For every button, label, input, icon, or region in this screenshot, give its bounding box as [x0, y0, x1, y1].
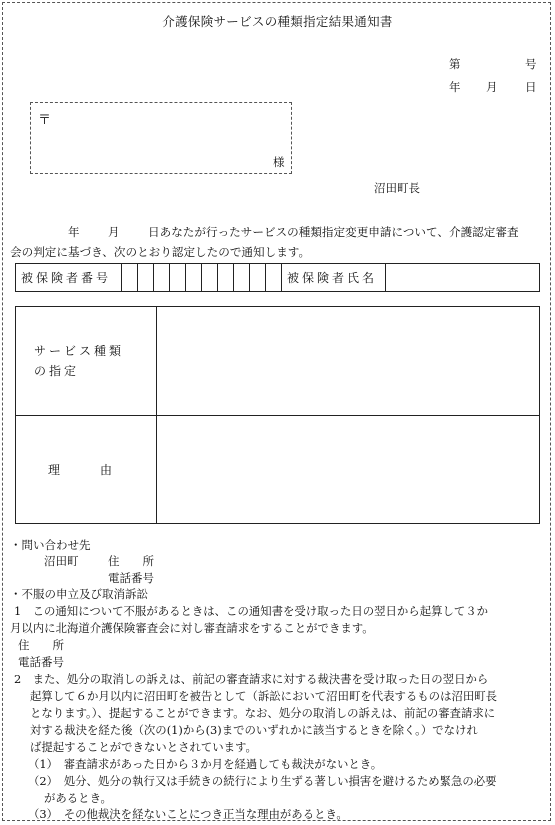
appeal-item2-line4: 対する裁決を経た後（次の(1)から(3)までのいずれかに該当するときを除く。）でなけれ [30, 723, 478, 737]
reason-label [16, 416, 157, 524]
intro-year: 年 [68, 225, 80, 239]
doc-number-dai: 第 [449, 57, 461, 71]
appeal-item2-line2: 起算して６か月以内に沼田町を被告として（訴訟において沼田町を代表するものは沼田町長 [30, 689, 498, 703]
appeal-item2-line1: 2 また、処分の取消しの訴えは、前記の審査請求に対する裁決書を受け取った日の翌日から [14, 672, 489, 686]
service-type-label [16, 307, 157, 416]
appeal-item2-line5: ば提起することができないとされています。 [30, 740, 257, 754]
digit-cell[interactable] [186, 264, 202, 292]
service-type-label-line2: の指定 [34, 364, 80, 378]
appeal-item1-address: 住 所 [18, 638, 64, 652]
intro-month: 月 [108, 225, 120, 239]
digit-cell[interactable] [170, 264, 186, 292]
postal-mark: 〒 [38, 113, 52, 128]
digit-cell[interactable] [266, 264, 282, 292]
honorific-sama: 様 [273, 155, 285, 169]
document-title: 介護保険サービスの種類指定結果通知書 [162, 14, 393, 29]
appeal-sub2-line1: （2） 処分、処分の執行又は手続きの続行により生ずる著しい損害を避けるため緊急の必要 [28, 774, 497, 788]
insured-name-value[interactable] [386, 264, 540, 292]
reason-label-yu: 由 [100, 463, 113, 477]
doc-date-day: 日 [525, 80, 537, 94]
digit-cell[interactable] [138, 264, 154, 292]
appeal-item2-line3: となります。）、提起することができます。なお、処分の取消しの訴えは、前記の審査請求に [30, 706, 496, 720]
doc-date-month: 月 [486, 80, 498, 94]
appeal-sub3: （3） その他裁決を経ないことにつき正当な理由があるとき。 [28, 807, 348, 821]
digit-cell[interactable] [234, 264, 250, 292]
appeal-sub1: （1） 審査請求があった日から３か月を経過しても裁決がないとき。 [28, 757, 383, 771]
contact-address-label: 住 所 [108, 554, 154, 568]
doc-number-go: 号 [525, 57, 537, 71]
digit-cell[interactable] [154, 264, 170, 292]
service-table [15, 306, 540, 524]
digit-cell[interactable] [122, 264, 138, 292]
insured-id-table [15, 263, 540, 292]
intro-line2: 会の判定に基づき、次のとおり認定したので通知します。 [10, 245, 311, 259]
digit-cell[interactable] [250, 264, 266, 292]
service-type-value[interactable] [157, 307, 540, 416]
appeal-sub2-line2: があるとき。 [44, 791, 112, 805]
doc-date-year: 年 [449, 80, 461, 94]
digit-cell[interactable] [202, 264, 218, 292]
insured-number-label: 被保険者番号 [16, 264, 122, 292]
appeal-item1-line1: 1 この通知について不服があるときは、この通知書を受け取った日の翌日から起算して３か [14, 604, 489, 618]
reason-label-ri: 理 [48, 463, 61, 477]
contact-phone-label: 電話番号 [108, 571, 154, 585]
intro-line1: 日あなたが行ったサービスの種類指定変更申請について、介護認定審査 [148, 225, 519, 239]
contact-heading: ・問い合わせ先 [10, 538, 91, 552]
appeal-item1-phone: 電話番号 [18, 655, 64, 669]
issuer: 沼田町長 [374, 181, 420, 195]
address-box [30, 102, 292, 174]
reason-value[interactable] [157, 416, 540, 524]
digit-cell[interactable] [218, 264, 234, 292]
insured-name-label: 被保険者氏名 [282, 264, 386, 292]
contact-town: 沼田町 [44, 554, 79, 568]
service-type-label-line1: サービス種類 [34, 344, 125, 358]
appeal-heading: ・不服の申立及び取消訴訟 [10, 587, 148, 601]
appeal-item1-line2: 月以内に北海道介護保険審査会に対し審査請求をすることができます。 [10, 621, 374, 635]
